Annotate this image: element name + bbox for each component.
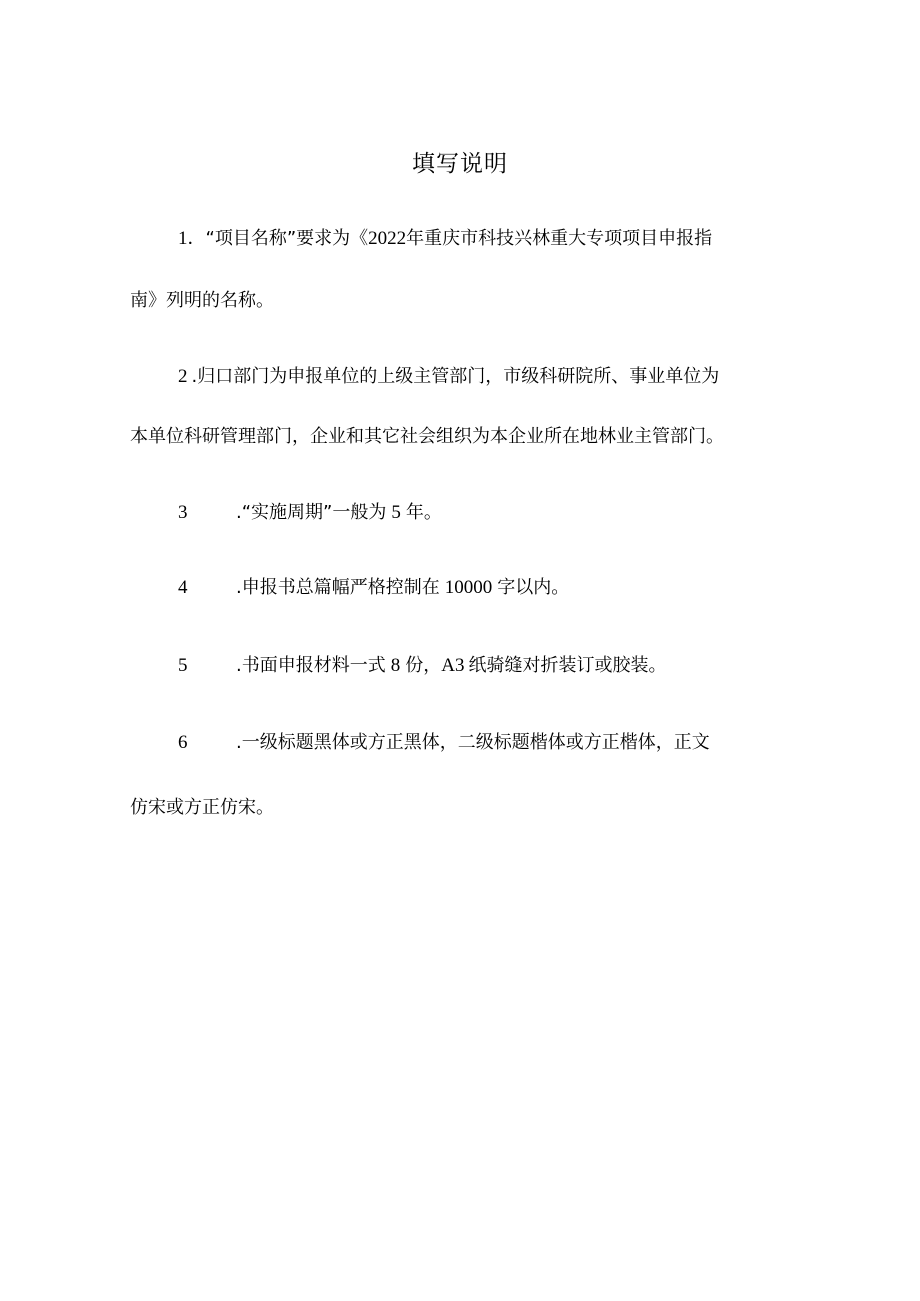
item-text: 纸骑缝对折装订或胶装。 bbox=[468, 655, 667, 676]
item-number: 5 bbox=[178, 655, 188, 676]
instruction-line bbox=[178, 503, 442, 523]
instruction-line bbox=[178, 733, 710, 753]
item-number: 4 bbox=[178, 577, 188, 598]
instruction-line bbox=[130, 291, 274, 311]
item-text: 仿宋或方正仿宋。 bbox=[130, 797, 274, 818]
item-year: 2022 bbox=[368, 228, 407, 249]
item-text: .归口部门为申报单位的上级主管部门，市级科研院所、事业单位为 bbox=[191, 366, 720, 387]
item-number: 6 bbox=[178, 732, 188, 753]
item-text: 年重庆市科技兴林重大专项项目申报指 bbox=[406, 228, 713, 249]
item-number: 3 bbox=[178, 502, 188, 523]
item-number: 1 bbox=[178, 228, 188, 249]
instruction-line bbox=[178, 578, 569, 598]
item-text: 字以内。 bbox=[497, 577, 570, 598]
instruction-line bbox=[178, 656, 666, 676]
item-text: 年。 bbox=[405, 502, 442, 523]
item-text: 本单位科研管理部门，企业和其它社会组织为本企业所在地林业主管部门。 bbox=[130, 426, 724, 447]
instruction-line bbox=[130, 427, 724, 447]
item-text: ．“项目名称”要求为《 bbox=[187, 228, 369, 249]
item-value: 10000 bbox=[444, 577, 493, 598]
item-text: .“实施周期”一般为 bbox=[236, 502, 387, 523]
instruction-line bbox=[178, 229, 712, 249]
item-value: 5 bbox=[391, 502, 401, 523]
item-value: 8 bbox=[390, 655, 401, 676]
item-text: .书面申报材料一式 bbox=[236, 655, 386, 676]
item-text: .一级标题黑体或方正黑体，二级标题楷体或方正楷体，正文 bbox=[236, 732, 710, 753]
item-text: 南》列明的名称。 bbox=[130, 290, 274, 311]
instruction-line bbox=[130, 798, 274, 818]
item-value: A3 bbox=[441, 655, 465, 676]
page-title: 填写说明 bbox=[412, 151, 508, 177]
item-text: 份， bbox=[405, 655, 442, 676]
item-text: .申报书总篇幅严格控制在 bbox=[236, 577, 440, 598]
item-number: 2 bbox=[178, 366, 188, 387]
instruction-line bbox=[178, 367, 719, 387]
